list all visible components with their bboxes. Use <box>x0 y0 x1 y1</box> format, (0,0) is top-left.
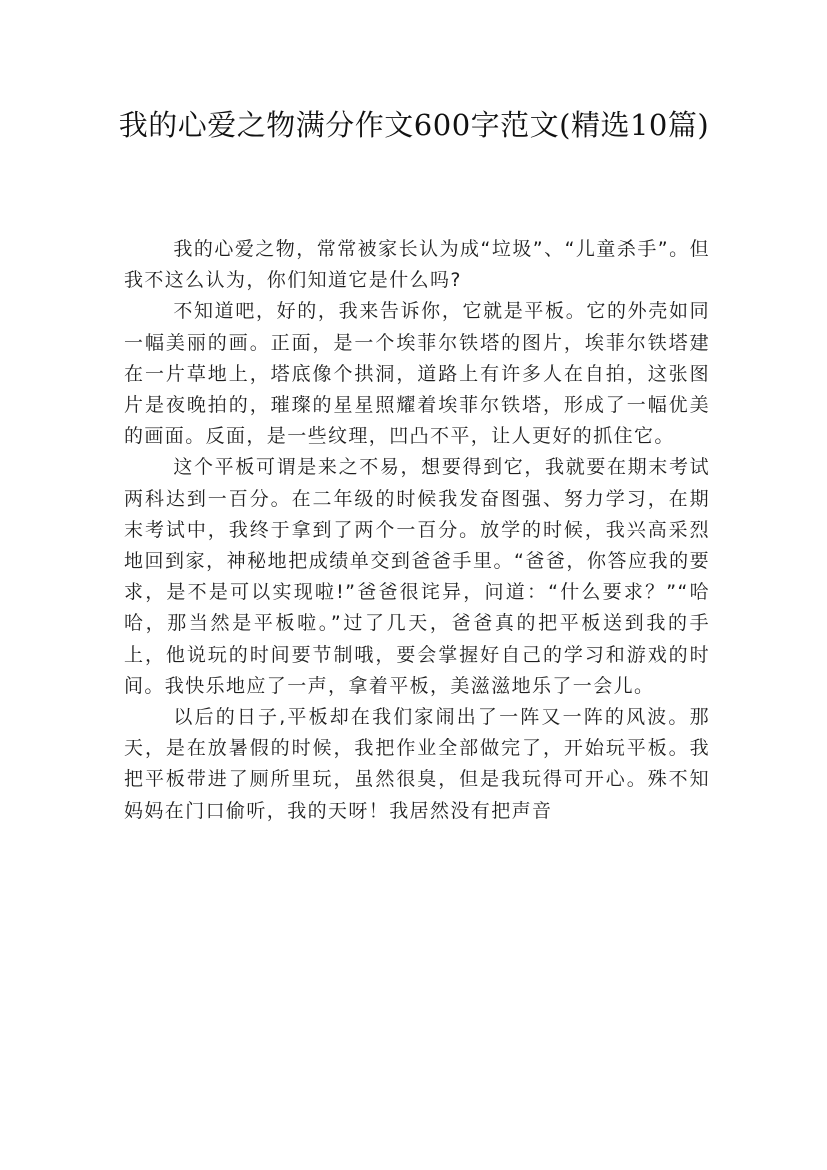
paragraph: 以后的日子,平板却在我们家闹出了一阵又一阵的风波。那天，是在放暑假的时候，我把作业全部做完了，开始玩平板。我把平板带进了厕所里玩，虽然很臭，但是我玩得可开心。殊不知妈妈在门口偷听，我的天呀！我居然没有把声音 <box>124 706 710 822</box>
document-title: 我的心爱之物满分作文600字范文(精选10篇) <box>118 108 710 142</box>
paragraph: 这个平板可谓是来之不易，想要得到它，我就要在期末考试两科达到一百分。在二年级的时候我发奋图强、努力学习，在期末考试中，我终于拿到了两个一百分。放学的时候，我兴高采烈地回到家，神秘地把成绩单交到爸爸手里。“爸爸，你答应我的要求，是不是可以实现啦!”爸爸很诧异，问道：“什么要求？”“哈哈，那当然是平板啦。”过了几天，爸爸真的把平板送到我的手上，他说玩的时间要节制哦，要会掌握好自己的学习和游戏的时间。我快乐地应了一声，拿着平板，美滋滋地乐了一会儿。 <box>124 456 710 697</box>
document-body <box>124 234 710 827</box>
paragraph: 不知道吧，好的，我来告诉你，它就是平板。它的外壳如同一幅美丽的画。正面，是一个埃菲尔铁塔的图片，埃菲尔铁塔建在一片草地上，塔底像个拱洞，道路上有许多人在自拍，这张图片是夜晚拍的，璀璨的星星照耀着埃菲尔铁塔，形成了一幅优美的画面。反面，是一些纹理，凹凸不平，让人更好的抓住它。 <box>124 300 710 448</box>
paragraph: 我的心爱之物，常常被家长认为成“垃圾”、“儿童杀手”。但我不这么认为，你们知道它是什么吗? <box>124 238 710 292</box>
